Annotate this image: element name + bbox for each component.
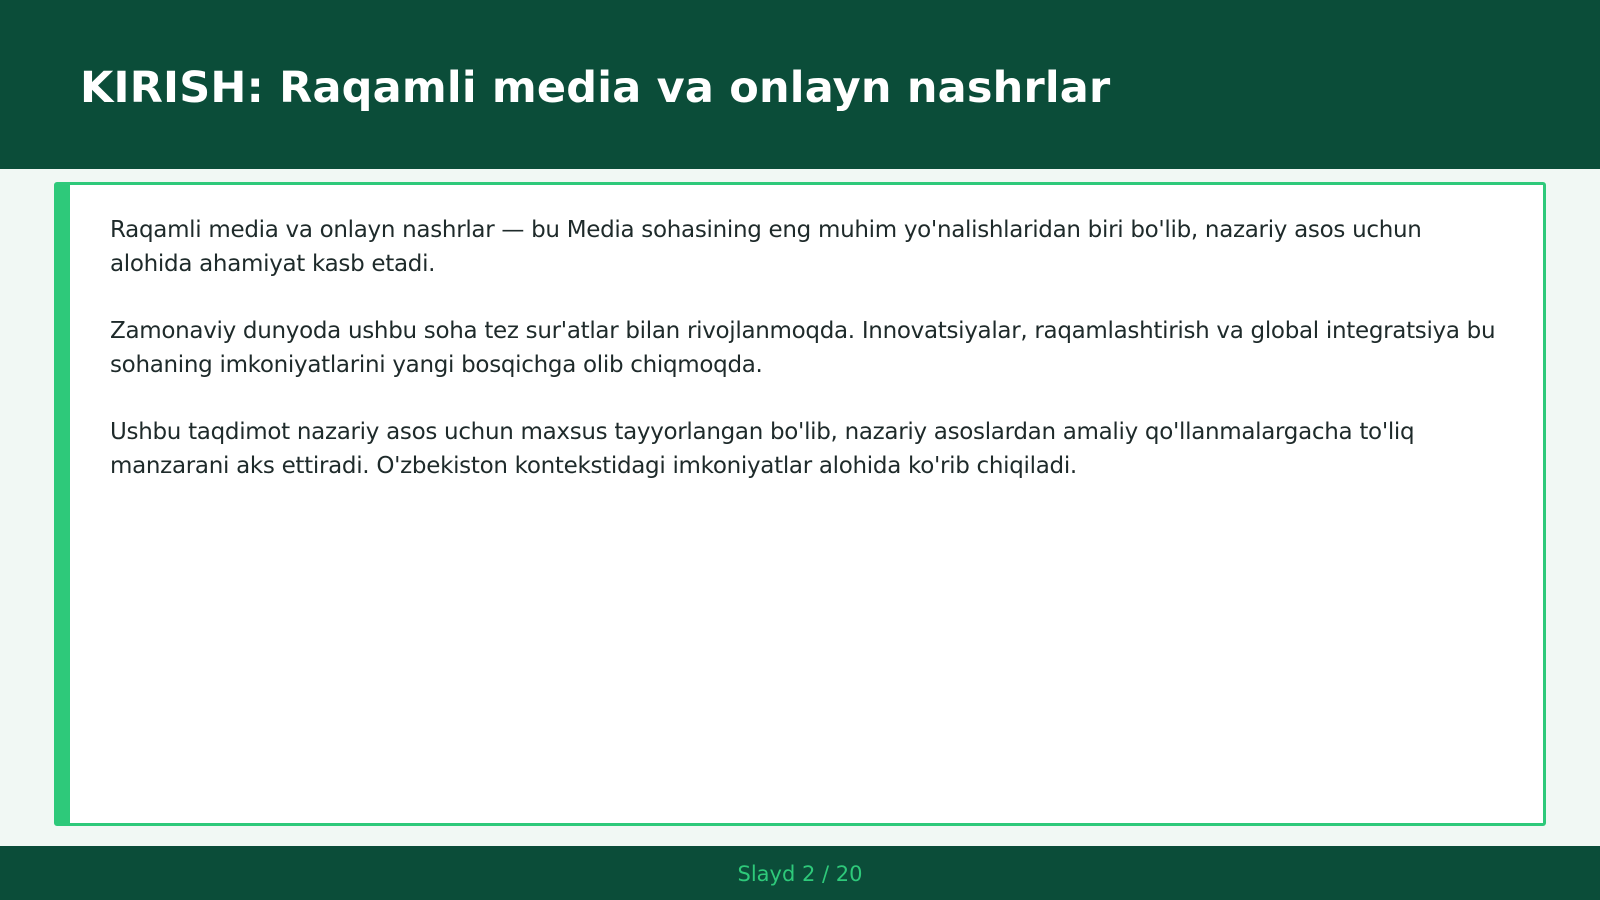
content-card bbox=[54, 182, 1546, 826]
development-paragraph: Zamonaviy dunyoda ushbu soha tez sur'atlar bilan rivojlanmoqda. Innovatsiyalar, raqamlashtirish va global integratsiya bu sohaning imkoniyatlarini yangi bosqichga olib chiqmoqda. bbox=[110, 318, 1496, 378]
slide-header bbox=[0, 0, 1600, 169]
presentation-purpose-paragraph: Ushbu taqdimot nazariy asos uchun maxsus tayyorlangan bo'lib, nazariy asoslardan amaliy qo'llanmalargacha to'liq manzarani aks ettiradi. O'zbekiston kontekstidagi imkoniyatlar alohida ko'rib chiqiladi. bbox=[110, 419, 1415, 479]
slide-counter: Slayd 2 / 20 bbox=[737, 862, 863, 886]
slide-footer bbox=[0, 846, 1600, 900]
slide-title: KIRISH: Raqamli media va onlayn nashrlar bbox=[80, 63, 1111, 113]
intro-paragraph: Raqamli media va onlayn nashrlar — bu Media sohasining eng muhim yo'nalishlaridan biri bo'lib, nazariy asos uchun alohida ahamiyat kasb etadi. bbox=[110, 217, 1422, 277]
